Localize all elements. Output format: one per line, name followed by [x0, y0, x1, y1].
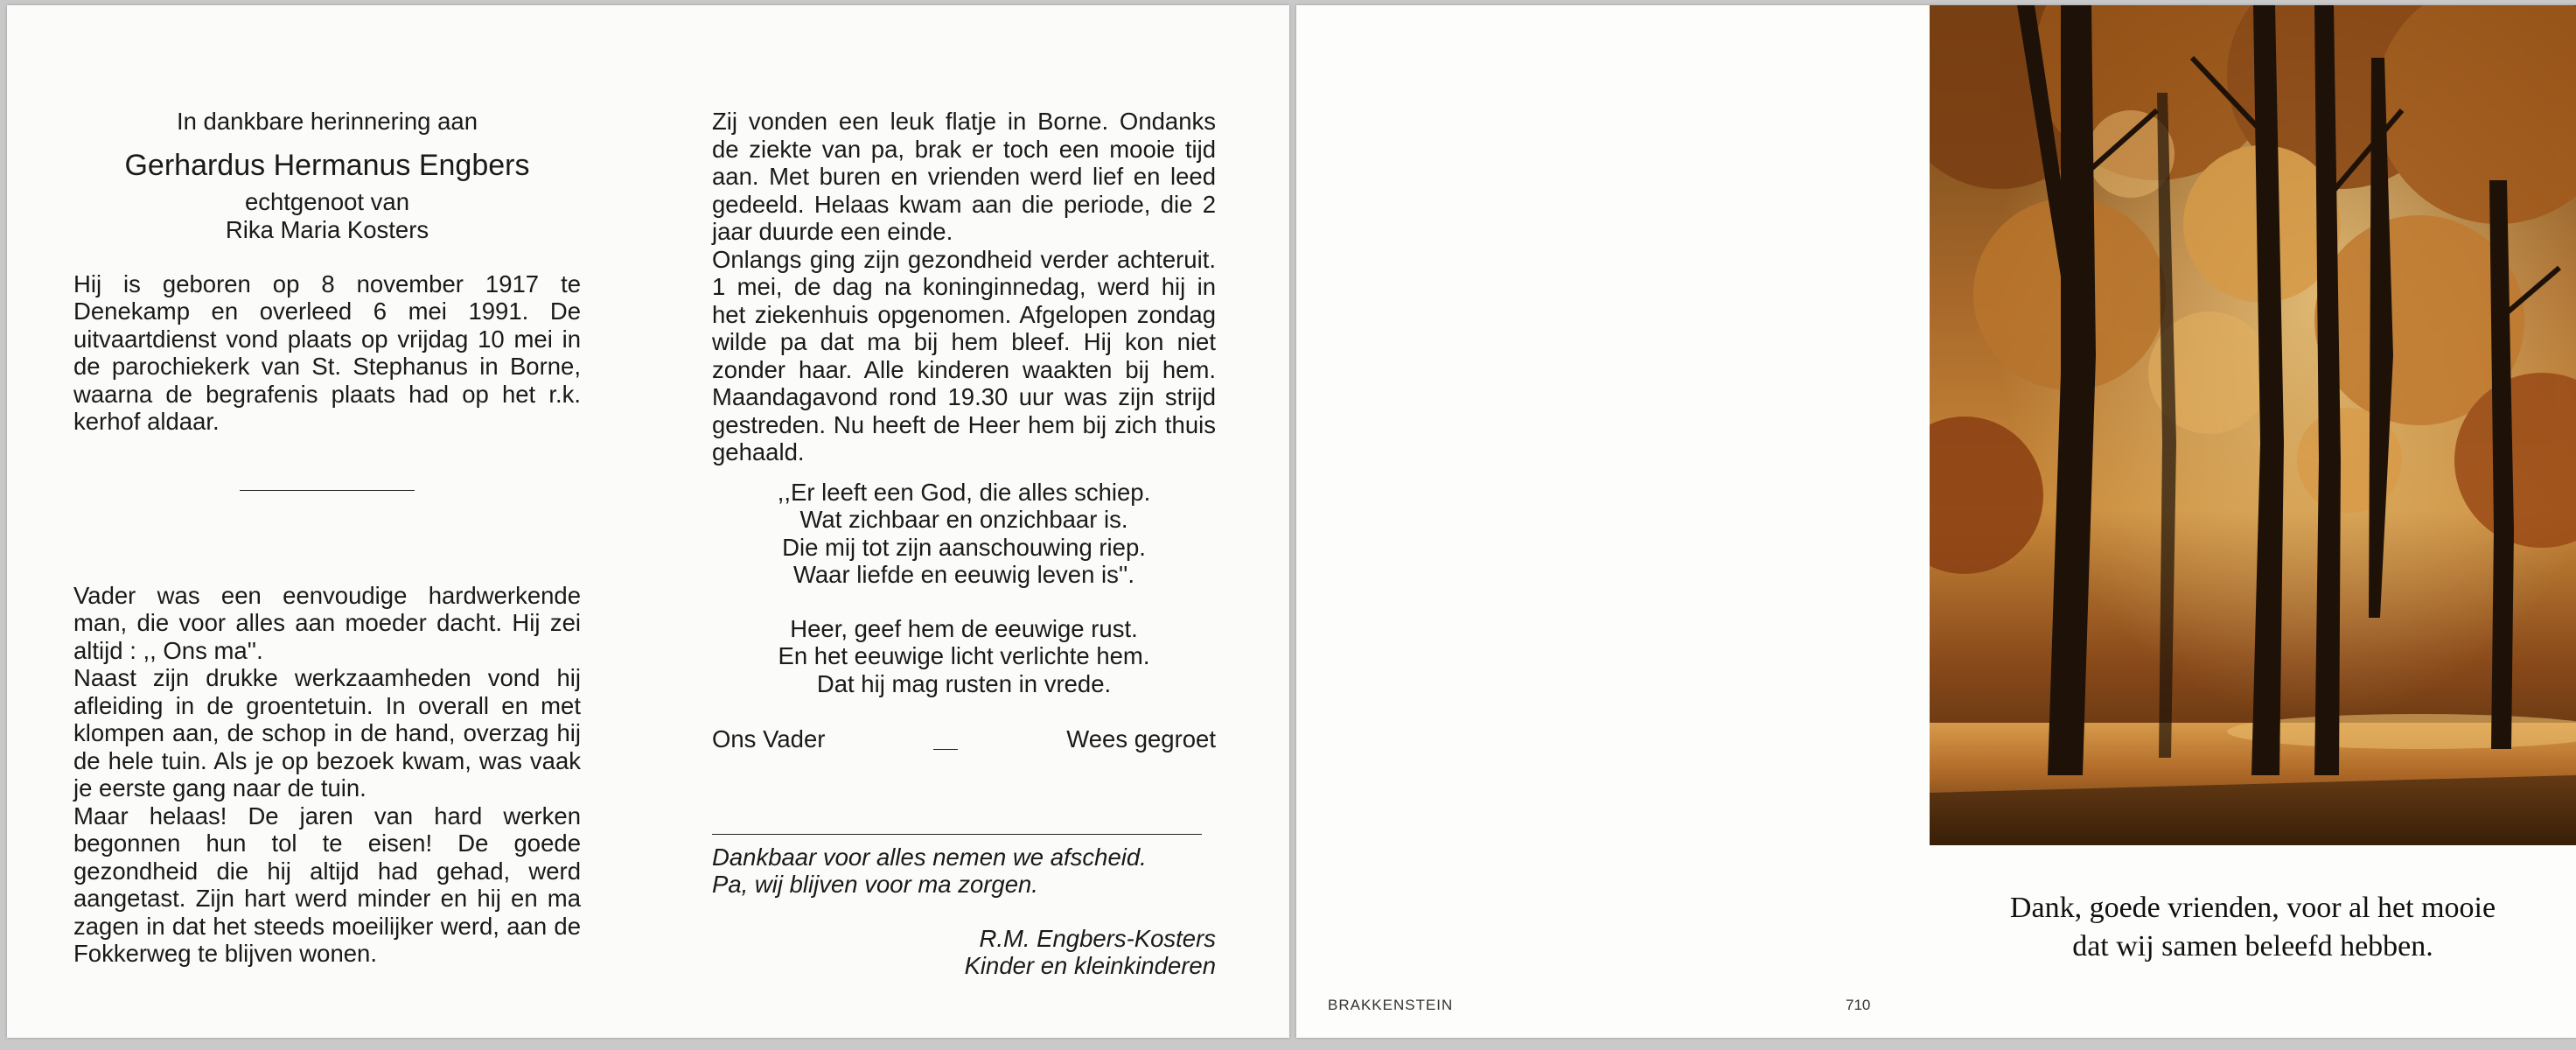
card-outer-spread: [1296, 5, 2576, 1038]
spouse-name: Rika Maria Kosters: [225, 215, 429, 243]
story-paragraph: Zij vonden een leuk flatje in Borne. Ondanks de ziekte van pa, brak er toch een mooie tijd aan. Met buren en vrienden werd lief en leed gedeeld. Helaas kwam aan die periode, die 2 jaar duurde een einde.: [712, 108, 1216, 245]
farewell-line: Pa, wij blijven voor ma zorgen.: [712, 871, 1038, 898]
story-paragraph: Onlangs ging zijn gezondheid verder achteruit. 1 mei, de dag na koninginnedag, werd hij in het ziekenhuis opgenomen. Afgelopen zondag wilde pa dat ma bij hem bleef. Hij kon niet zonder haar. Alle kinderen waakten bij hem. Maandagavond rond 19.30 uur was zijn strijd gestreden. Nu heeft de Heer hem bij zich thuis gehaald.: [712, 245, 1216, 466]
story-paragraph: Naast zijn drukke werkzaamheden vond hij afleiding in de groentetuin. In overall en met klompen aan, de schop in de hand, overzag hij de hele tuin. Als je op bezoek kwam, was vaak je eerste gang naar de tuin.: [73, 664, 581, 802]
signature-line: Kinder en kleinkinderen: [964, 952, 1216, 979]
blessing-line: Heer, geef hem de eeuwige rust.: [790, 614, 1138, 642]
caption-line: Dank, goede vrienden, voor al het mooie: [2009, 892, 2496, 924]
signature-line: R.M. Engbers-Kosters: [979, 924, 1216, 952]
signature-rule: [712, 834, 1202, 835]
spouse-prefix: echtgenoot van: [244, 187, 410, 215]
poem-line: ,,Er leeft een God, die alles schiep.: [777, 478, 1151, 506]
card-code: 710: [1846, 997, 1871, 1013]
divider-rule: [240, 490, 415, 491]
farewell: [712, 844, 1216, 899]
signature: [712, 925, 1216, 980]
farewell-line: Dankbaar voor alles nemen we afscheid.: [712, 843, 1147, 871]
poem-line: Wat zichbaar en onzichbaar is.: [799, 506, 1128, 533]
blessing: [712, 615, 1216, 698]
poem-line: Waar liefde en eeuwig leven is''.: [792, 561, 1135, 588]
blessing-line: Dat hij mag rusten in vrede.: [816, 669, 1112, 697]
caption-line: dat wij samen beleefd hebben.: [2072, 930, 2433, 962]
intro-line: In dankbare herinnering aan: [176, 108, 478, 135]
autumn-forest-photo: [1930, 5, 2576, 845]
card-inner-spread: [7, 5, 1289, 1038]
left-column: [73, 108, 581, 968]
publisher-imprint: BRAKKENSTEIN: [1328, 997, 1454, 1013]
biography: Hij is geboren op 8 november 1917 te Denekamp en overleed 6 mei 1991. De uitvaartdienst vond plaats op vrijdag 10 mei in de parochiekerk van St. Stephanus in Borne, waarna de begrafenis plaats had op het r.k. kerhof aldaar.: [73, 270, 581, 435]
deceased-name: Gerhardus Hermanus Engbers: [124, 148, 530, 182]
blessing-line: En het eeuwige licht verlichte hem.: [778, 642, 1150, 669]
poem-line: Die mij tot zijn aanschouwing riep.: [782, 533, 1146, 561]
prayer-dash: [933, 749, 958, 750]
prayer-line: [712, 725, 1216, 753]
prayer-hail-mary: Wees gegroet: [1066, 725, 1216, 752]
life-story-continued: [712, 108, 1216, 466]
life-story: [73, 582, 581, 968]
story-paragraph: Vader was een eenvoudige hardwerkende man, die voor alles aan moeder dacht. Hij zei altijd : ,, Ons ma''.: [73, 581, 581, 664]
prayer-our-father: Ons Vader: [712, 725, 826, 752]
story-paragraph: Maar helaas! De jaren van hard werken begonnen hun tol te eisen! De goede gezondheid die hij altijd had gehad, werd aangetast. Zijn hart werd minder en hij en ma zagen in dat het steeds moeilijker werd, aan de Fokkerweg te blijven wonen.: [73, 802, 581, 967]
poem: [712, 479, 1216, 589]
thank-you-caption: [1930, 889, 2576, 966]
right-column: [712, 108, 1216, 980]
